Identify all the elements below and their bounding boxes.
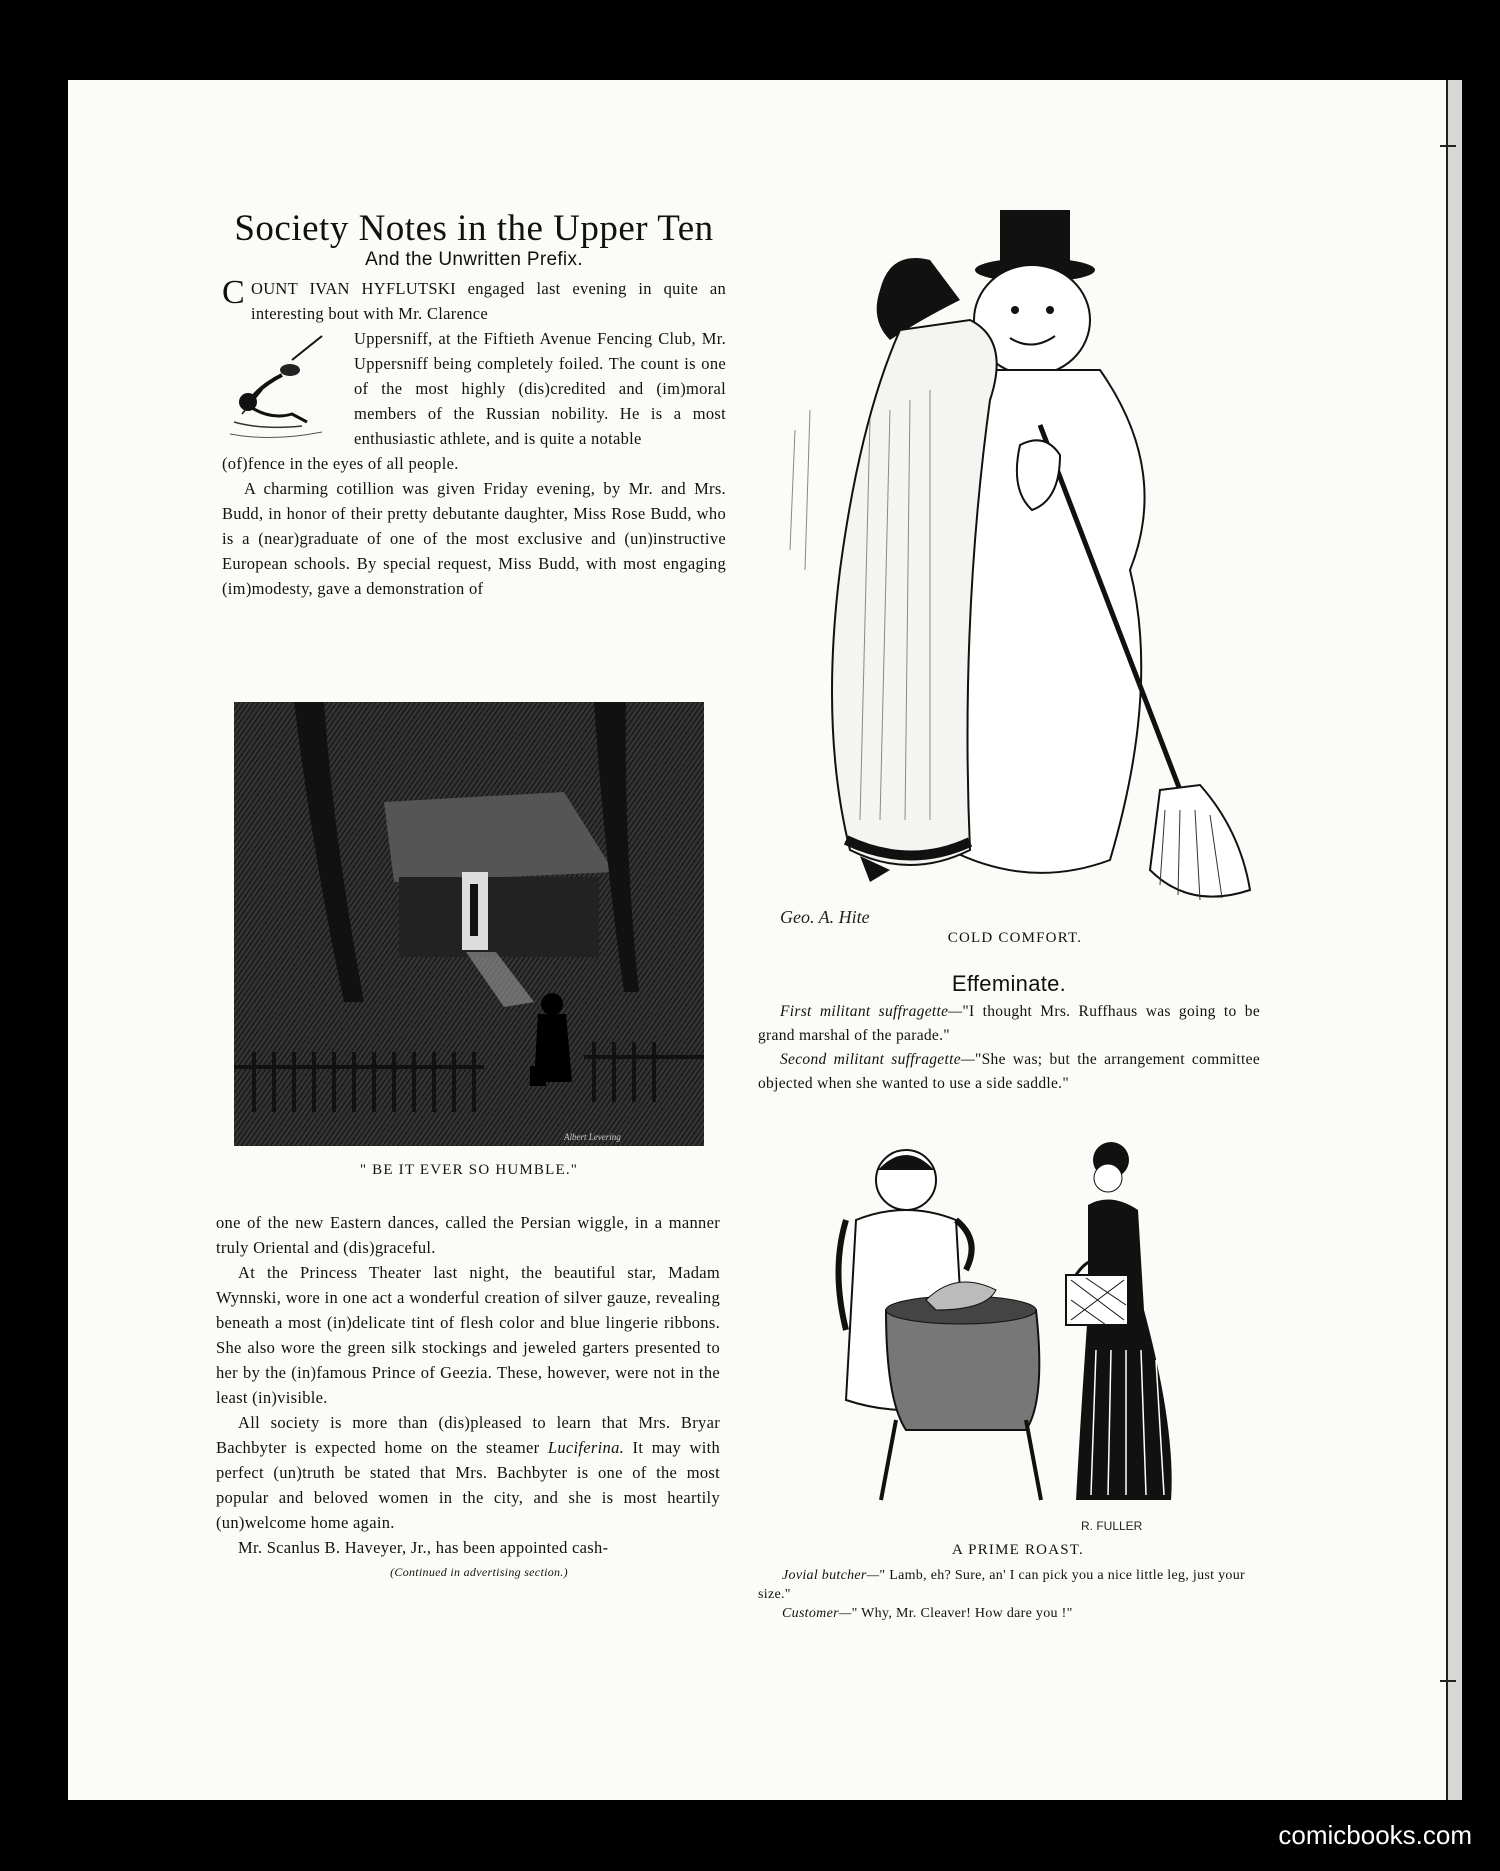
prime-roast-illustration [826, 1130, 1206, 1536]
effeminate-joke [758, 972, 1260, 1096]
binding-mark [1440, 1680, 1456, 1682]
fencer-illustration [222, 330, 346, 450]
drop-cap: C [222, 274, 245, 311]
binding-mark [1440, 145, 1456, 147]
prime-roast-dialogue [758, 1566, 1258, 1623]
article-subtitle: And the Unwritten Prefix. [365, 249, 583, 270]
paragraph: All society is more than (dis)pleased to learn that Mrs. Bryar Bachbyter is expected home on the steamer Luciferina. It may with perfect (un)truth be stated that Mrs. Bachbyter is one of the most popular and beloved women in the city, and she is most heartily (un)welcome home again. [216, 1413, 721, 1532]
paragraph: At the Princess Theater last night, the beautiful star, Madam Wynnski, wore in one act a wonderful creation of silver gauze, revealing beneath a most (in)delicate tint of flesh color and blue lingerie ribbons. She also wore the green silk stockings and jeweled garters presented to her by the (in)famous Prince of Geezia. These, however, were not in the least (in)visible. [216, 1263, 720, 1407]
cold-comfort-illustration [770, 170, 1260, 926]
dialogue-line: Jovial butcher—" Lamb, eh? Sure, an' I can pick you a nice little leg, just your size." [758, 1568, 1245, 1602]
effeminate-title: Effeminate. [951, 971, 1067, 996]
continued-note: (Continued in advertising section.) [390, 1565, 568, 1579]
paragraph: Mr. Scanlus B. Haveyer, Jr., has been appointed cash- [238, 1538, 609, 1557]
dialogue-line: First militant suffragette—"I thought Mrs. Ruffhaus was going to be grand marshal of the parade." [758, 1003, 1260, 1044]
humble-illustration [234, 702, 704, 1146]
dialogue-line: Customer—" Why, Mr. Cleaver! How dare you !" [782, 1606, 1073, 1621]
article-column-top [222, 208, 726, 601]
cold-comfort-signature: Geo. A. Hite [780, 907, 870, 926]
paragraph: COUNT IVAN HYFLUTSKI engaged last evening in quite an interesting bout with Mr. Clarence [222, 274, 726, 323]
cold-comfort-caption: COLD COMFORT. [947, 930, 1083, 946]
paragraph: Uppersniff, at the Fiftieth Avenue Fencing Club, Mr. Uppersniff being completely foiled. The count is one of the most highly (dis)credited and (im)moral members of the Russian nobility. He is a most enthusiastic athlete, and is quite a notable [354, 329, 726, 448]
prime-roast-signature: R. FULLER [1081, 1519, 1143, 1533]
humble-caption: " BE IT EVER SO HUMBLE." [359, 1162, 579, 1178]
dialogue-line: Second militant suffragette—"She was; but the arrangement committee objected when she wanted to use a side saddle." [758, 1051, 1261, 1092]
humble-signature: Albert Levering [564, 1132, 621, 1142]
article-column-bottom [216, 1210, 720, 1585]
paragraph: (of)fence in the eyes of all people. [222, 454, 459, 473]
paragraph: A charming cotillion was given Friday evening, by Mr. and Mrs. Budd, in honor of their pretty debutante daughter, Miss Rose Budd, who is a (near)graduate of one of the most exclusive and (un)instructive European schools. By special request, Miss Budd, with most engaging (im)modesty, gave a demonstration of [222, 479, 726, 598]
page-edge [1446, 80, 1462, 1800]
watermark: comicbooks.com [1278, 1820, 1472, 1850]
article-title: Society Notes in the Upper Ten [234, 208, 714, 249]
paragraph: one of the new Eastern dances, called the Persian wiggle, in a manner truly Oriental and (dis)graceful. [216, 1213, 720, 1257]
prime-roast-caption: A PRIME ROAST. [952, 1542, 1084, 1558]
